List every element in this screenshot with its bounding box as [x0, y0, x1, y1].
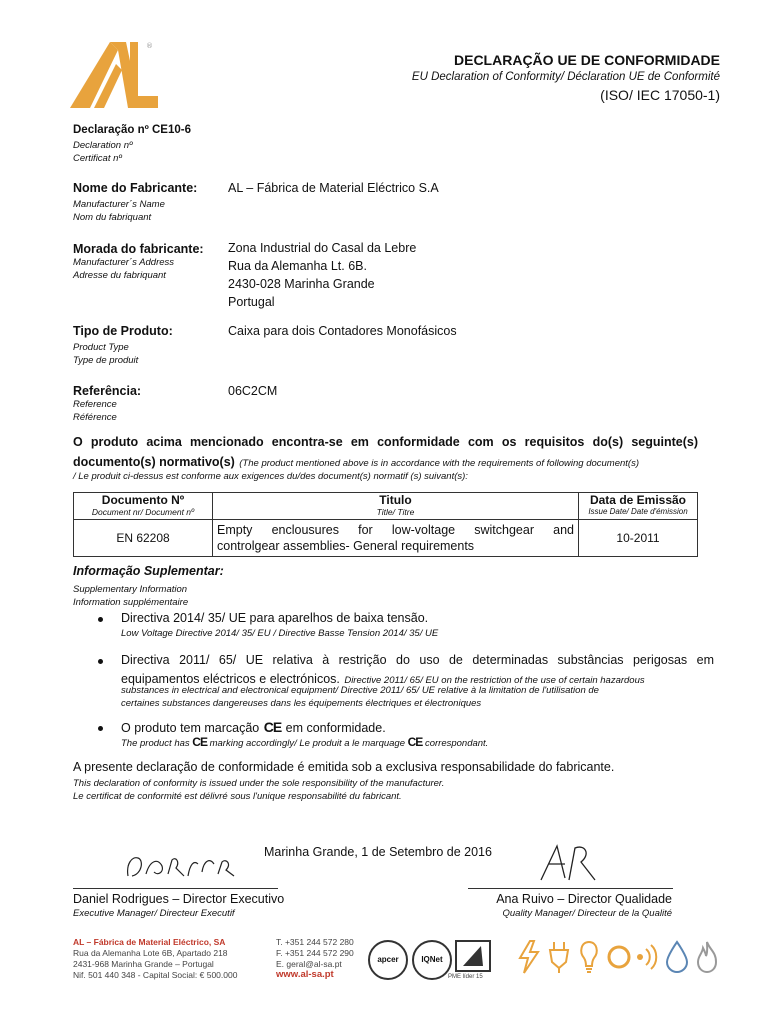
- bullet-rohs-sub2: substances in electrical and electronical equipment/ Directive 2011/ 65/ UE relative à la limitation de l'utilisation de: [121, 685, 599, 696]
- reference-en: Reference: [73, 399, 117, 410]
- bullet-ce-sub-b: marking accordingly/ Le produit a le marquage: [209, 738, 405, 749]
- signer-role-ruivo: Quality Manager/ Directeur de la Qualité: [502, 908, 672, 919]
- pme-lider-label: PME líder 15: [448, 974, 483, 980]
- reference-value: 06C2CM: [228, 384, 278, 398]
- al-logo: [70, 40, 160, 110]
- responsibility-fr: Le certificat de conformité est délivré sous l'unique responsabilité du fabricant.: [73, 791, 402, 802]
- bullet-rohs-line1: Directiva 2011/ 65/ UE relativa à restrição do uso de determinadas substâncias perigosas em: [121, 653, 714, 667]
- conformity-docs: documento(s) normativo(s): [73, 455, 235, 469]
- place-date: Marinha Grande, 1 de Setembro de 2016: [264, 845, 492, 859]
- lightning-icon: [516, 940, 542, 974]
- address-line: Portugal: [228, 295, 275, 309]
- pme-lider-icon: [455, 940, 491, 972]
- ce-mark-icon: CE: [407, 735, 423, 749]
- lightbulb-icon: [576, 940, 602, 974]
- header-issue-date-sub: Issue Date/ Date d'émission: [588, 507, 688, 516]
- cell-doc: EN 62208: [74, 520, 213, 557]
- cell-title-line2: controlgear assemblies- General requirements: [217, 539, 475, 553]
- declaration-number: Declaração nº CE10-6: [73, 124, 191, 136]
- bullet-lvd: Directiva 2014/ 35/ UE para aparelhos de baixa tensão.: [121, 611, 429, 625]
- address-line: Zona Industrial do Casal da Lebre: [228, 241, 417, 255]
- document-subtitle: EU Declaration of Conformity/ Déclaration UE de Conformité: [411, 71, 720, 83]
- plug-icon: [546, 940, 572, 974]
- footer-company: AL – Fábrica de Material Eléctrico, SA: [73, 937, 226, 947]
- product-en: Product Type: [73, 342, 129, 353]
- document-title: DECLARAÇÃO UE DE CONFORMIDADE: [454, 52, 720, 68]
- manufacturer-en: Manufacturer´s Name: [73, 199, 165, 210]
- table-row: [74, 520, 698, 557]
- footer-tel: T. +351 244 572 280: [276, 937, 354, 947]
- ce-mark-icon: CE: [192, 735, 207, 749]
- iqnet-badge-icon: IQNet: [412, 940, 452, 980]
- signature-ruivo: [535, 840, 605, 885]
- supplementary-label: Informação Suplementar:: [73, 564, 224, 578]
- signer-name-ruivo: Ana Ruivo – Director Qualidade: [496, 892, 672, 906]
- manufacturer-label: Nome do Fabricante:: [73, 181, 198, 195]
- reference-label: Referência:: [73, 384, 142, 398]
- footer-email[interactable]: E. geral@al-sa.pt: [276, 959, 342, 969]
- footer-website[interactable]: www.al-sa.pt: [276, 969, 334, 980]
- product-fr: Type de produit: [73, 355, 139, 366]
- signature-line: [468, 888, 673, 889]
- bullet-icon: [98, 726, 103, 731]
- address-fr: Adresse du fabriquant: [73, 270, 166, 281]
- declaration-fr: Certificat nº: [73, 153, 122, 164]
- bullet-icon: [98, 617, 103, 622]
- bullet-rohs-sub1: Directive 2011/ 65/ EU on the restriction of the use of certain hazardous: [344, 675, 645, 686]
- conformity-statement: O produto acima mencionado encontra-se em conformidade com os requisitos do(s) seguinte(s): [73, 435, 698, 449]
- supplementary-fr: Information supplémentaire: [73, 597, 189, 608]
- supplementary-en: Supplementary Information: [73, 584, 188, 595]
- bullet-rohs-line2: equipamentos eléctricos e electrónicos.: [121, 672, 340, 686]
- responsibility-pt: A presente declaração de conformidade é emitida sob a exclusiva responsabilidade do fabricante.: [73, 760, 615, 774]
- address-en: Manufacturer´s Address: [73, 257, 175, 268]
- circle-icon: [606, 940, 632, 974]
- svg-text:®: ®: [146, 42, 153, 50]
- cell-date: 10-2011: [579, 520, 698, 557]
- declaration-en: Declaration nº: [73, 140, 133, 151]
- manufacturer-fr: Nom du fabriquant: [73, 212, 152, 223]
- header-doc-number: Documento Nº: [101, 493, 185, 507]
- bullet-ce-sub-a: The product has: [121, 738, 190, 749]
- apcer-badge-icon: apcer: [368, 940, 408, 980]
- water-drop-icon: [664, 940, 690, 974]
- bullet-ce-sub-c: correspondant.: [424, 738, 489, 749]
- header-issue-date: Data de Emissão: [589, 493, 687, 507]
- product-label: Tipo de Produto:: [73, 324, 173, 338]
- footer-nif: Nif. 501 440 348 - Capital Social: € 500.000: [73, 970, 238, 980]
- bullet-ce-text-b: em conformidade.: [285, 721, 386, 735]
- bullet-rohs-sub3: certaines substances dangereuses dans les équipements électriques et électroniques: [121, 698, 482, 709]
- signature-line: [73, 888, 278, 889]
- conformity-en: (The product mentioned above is in accordance with the requirements of following document(s): [239, 458, 640, 469]
- address-line: 2430-028 Marinha Grande: [228, 277, 375, 291]
- address-label: Morada do fabricante:: [73, 242, 204, 256]
- conformity-fr: / Le produit ci-dessus est conforme aux exigences du/des document(s) normatif (s) suivant(s):: [73, 471, 468, 482]
- footer-address-2: 2431-968 Marinha Grande – Portugal: [73, 959, 214, 969]
- signal-icon: [634, 940, 660, 974]
- bullet-lvd-sub: Low Voltage Directive 2014/ 35/ EU / Directive Basse Tension 2014/ 35/ UE: [121, 628, 439, 639]
- address-line: Rua da Alemanha Lt. 6B.: [228, 259, 367, 273]
- flame-icon: [694, 940, 720, 974]
- footer-fax: F. +351 244 572 290: [276, 948, 354, 958]
- product-value: Caixa para dois Contadores Monofásicos: [228, 324, 457, 338]
- ce-mark-icon: CE: [263, 719, 282, 735]
- signature-rodrigues: [118, 846, 248, 886]
- header-doc-number-sub: Document nr/ Document nº: [91, 507, 195, 517]
- responsibility-en: This declaration of conformity is issued under the sole responsibility of the manufacturer.: [73, 778, 445, 789]
- header-title: Titulo: [379, 493, 412, 507]
- footer-address-1: Rua da Alemanha Lote 6B, Apartado 218: [73, 948, 228, 958]
- header-title-sub: Title/ Titre: [376, 507, 415, 517]
- signer-name-rodrigues: Daniel Rodrigues – Director Executivo: [73, 892, 285, 906]
- standard-ref: (ISO/ IEC 17050-1): [600, 87, 720, 103]
- cell-title-line1: Empty enclousures for low-voltage switchgear and: [217, 523, 574, 537]
- reference-fr: Référence: [73, 412, 117, 423]
- table-header-row: [74, 493, 698, 520]
- bullet-icon: [98, 659, 103, 664]
- manufacturer-value: AL – Fábrica de Material Eléctrico S.A: [228, 181, 439, 195]
- standards-table: [73, 492, 698, 557]
- bullet-ce-text-a: O produto tem marcação: [121, 721, 260, 735]
- signer-role-rodrigues: Executive Manager/ Directeur Executif: [73, 908, 235, 919]
